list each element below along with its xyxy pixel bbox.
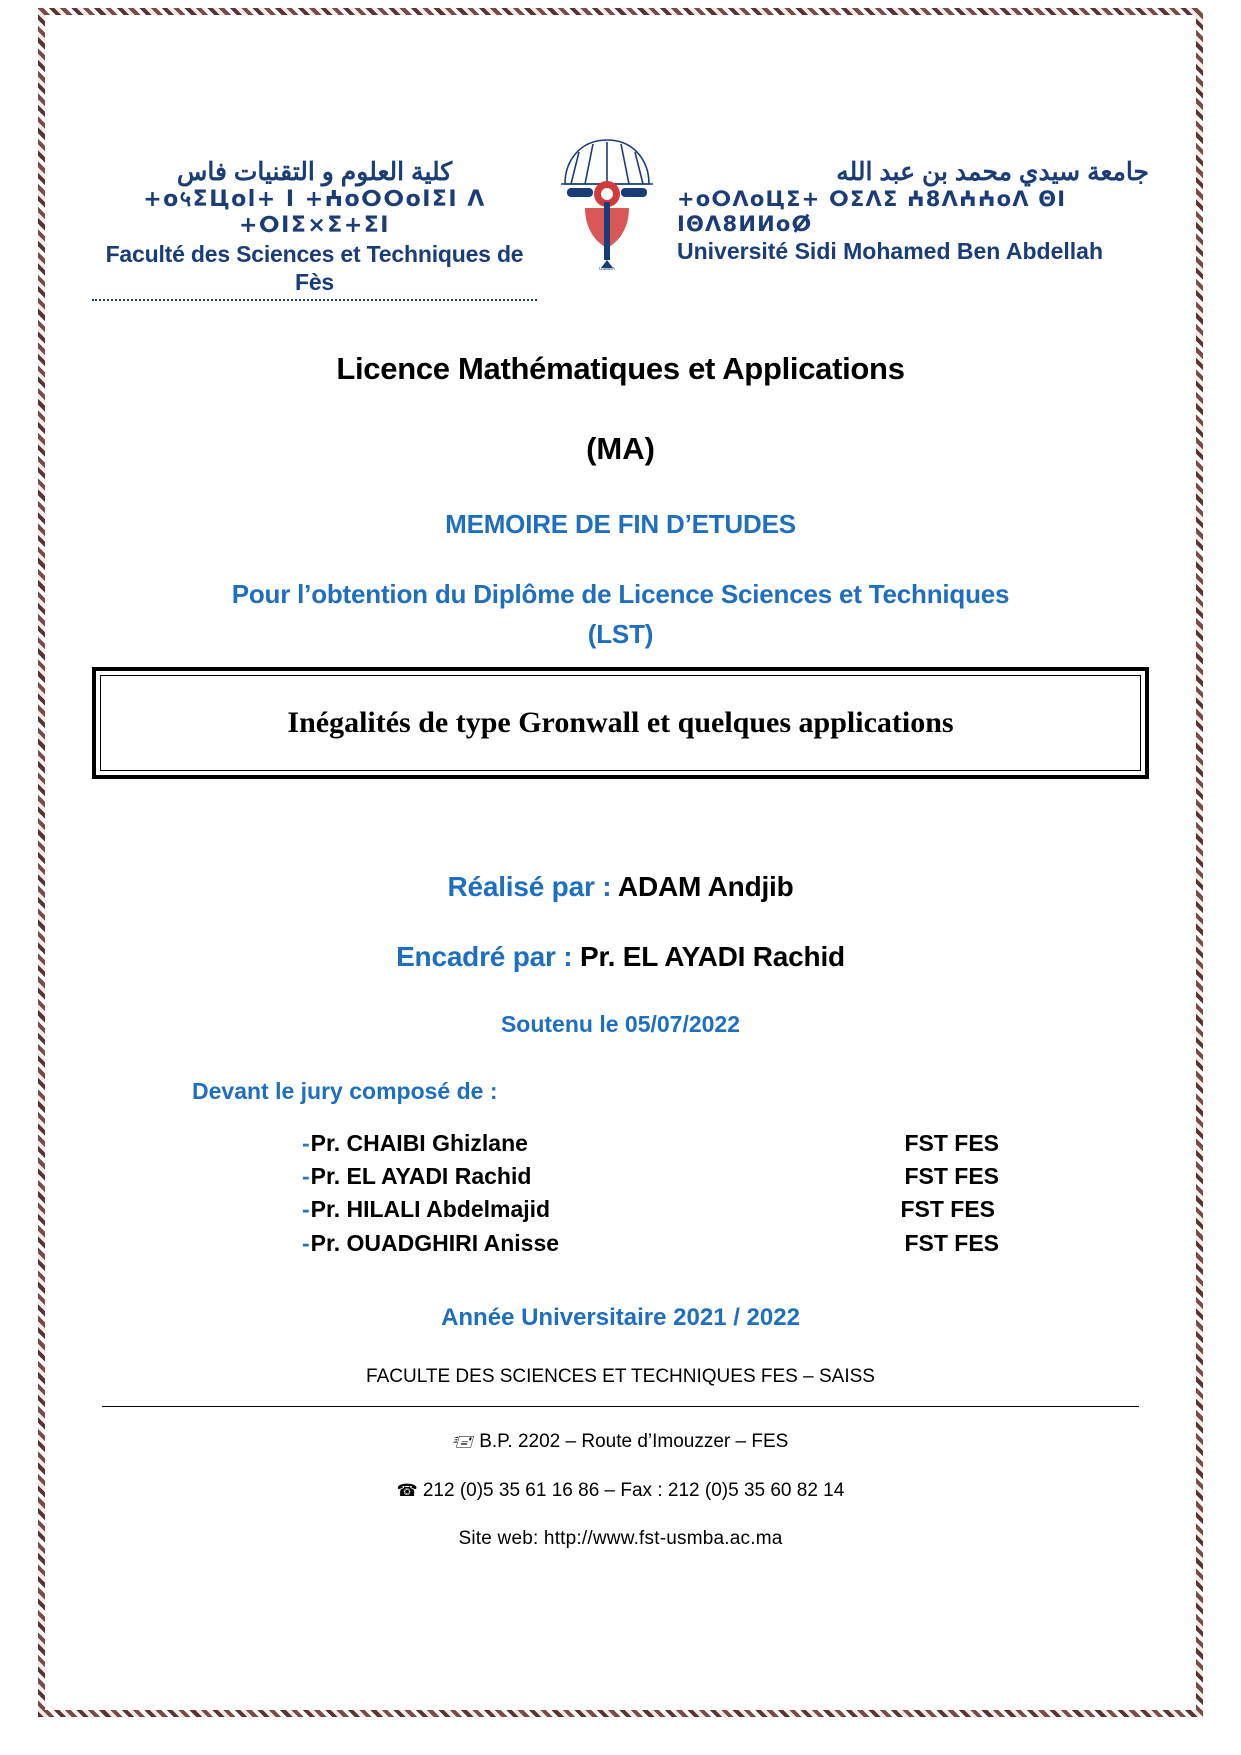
faculty-name-french: Faculté des Sciences et Techniques de Fès	[105, 240, 524, 296]
memoire-label: MEMOIRE DE FIN D’ETUDES	[445, 509, 796, 540]
academic-year: Année Universitaire 2021 / 2022	[441, 1304, 800, 1331]
jury-row	[302, 1127, 999, 1160]
people-section	[92, 871, 1149, 973]
jury-dash: -	[302, 1229, 310, 1256]
jury-dash: -	[302, 1162, 310, 1189]
program-title: Licence Mathématiques et Applications	[336, 351, 905, 387]
institution-header	[92, 22, 1149, 301]
jury-member-name: Pr. EL AYADI Rachid	[310, 1162, 532, 1189]
thesis-title: Inégalités de type Gronwall et quelques applications	[287, 705, 954, 739]
program-abbreviation: (MA)	[586, 431, 655, 467]
diploma-purpose-line1: Pour l’obtention du Diplôme de Licence Sciences et Techniques	[231, 579, 1010, 610]
defense-date: Soutenu le 05/07/2022	[500, 1010, 741, 1037]
supervisor-line	[92, 941, 1149, 973]
footer-faculty-name: FACULTE DES SCIENCES ET TECHNIQUES FES – SAISS	[366, 1366, 875, 1387]
telephone-icon: ☎	[396, 1481, 418, 1501]
cover-page-sheet	[52, 22, 1189, 1712]
footer-divider	[102, 1406, 1139, 1407]
footer-phone-line	[92, 1480, 1149, 1502]
thesis-title-box	[92, 667, 1149, 779]
university-name-tifinagh: +oⵔΛoЦΣ+ ⵔΣΛΣ ⵄ8ΛⵄⵄoΛ ΘI ⵏΘΛ8ИИoⵁ	[676, 186, 1067, 236]
footer-phone: 212 (0)5 35 61 16 86 – Fax : 212 (0)5 35 60 82 14	[422, 1480, 845, 1501]
svg-text:USMBA: USMBA	[598, 266, 615, 271]
diploma-purpose-line2: (LST)	[587, 619, 654, 650]
jury-member-affiliation: FST FES	[904, 1162, 999, 1189]
jury-member-affiliation: FST FES	[904, 1129, 999, 1156]
jury-member-name: Pr. CHAIBI Ghizlane	[310, 1129, 528, 1156]
faculty-name-arabic: كلية العلوم و التقنيات فاس	[176, 158, 453, 186]
jury-member-name: Pr. OUADGHIRI Anisse	[310, 1229, 560, 1256]
faculty-name-tifinagh: +o५ΣЦol+ I +ⵄoⵔⵔoIΣI Λ +ⵔIΣ⨯Σ+ΣI	[143, 186, 486, 239]
diploma-purpose	[92, 574, 1149, 655]
supervisor-name: Pr. EL AYADI Rachid	[580, 940, 845, 972]
jury-member-name: Pr. HILALI Abdelmajid	[310, 1196, 551, 1223]
author-name: ADAM Andjib	[617, 870, 794, 902]
thesis-title-box-inner	[100, 675, 1141, 771]
footer-address: B.P. 2202 – Route d’Imouzzer – FES	[479, 1431, 789, 1452]
university-name-arabic: جامعة سيدي محمد بن عبد الله	[836, 158, 1149, 186]
jury-list	[92, 1127, 1149, 1260]
jury-member-affiliation: FST FES	[900, 1196, 995, 1223]
jury-heading: Devant le jury composé de :	[192, 1077, 498, 1104]
university-logo-block	[677, 132, 1149, 266]
supervisor-label: Encadré par :	[396, 940, 573, 972]
author-label: Réalisé par :	[447, 870, 612, 902]
faculty-logo-underline	[92, 299, 537, 301]
mail-note-icon: 🖅	[452, 1432, 475, 1452]
usmba-crest-logo	[555, 132, 659, 272]
jury-row	[302, 1227, 999, 1260]
jury-dash: -	[302, 1196, 310, 1223]
jury-dash: -	[302, 1129, 310, 1156]
faculty-logo-block	[92, 132, 537, 301]
university-name-french: Université Sidi Mohamed Ben Abdellah	[676, 238, 1103, 265]
footer-address-line	[92, 1429, 1149, 1458]
footer-website[interactable]: Site web: http://www.fst-usmba.ac.ma	[458, 1528, 783, 1549]
jury-member-affiliation: FST FES	[904, 1229, 999, 1256]
jury-row	[302, 1193, 999, 1226]
author-line	[92, 871, 1149, 903]
jury-row	[302, 1160, 999, 1193]
